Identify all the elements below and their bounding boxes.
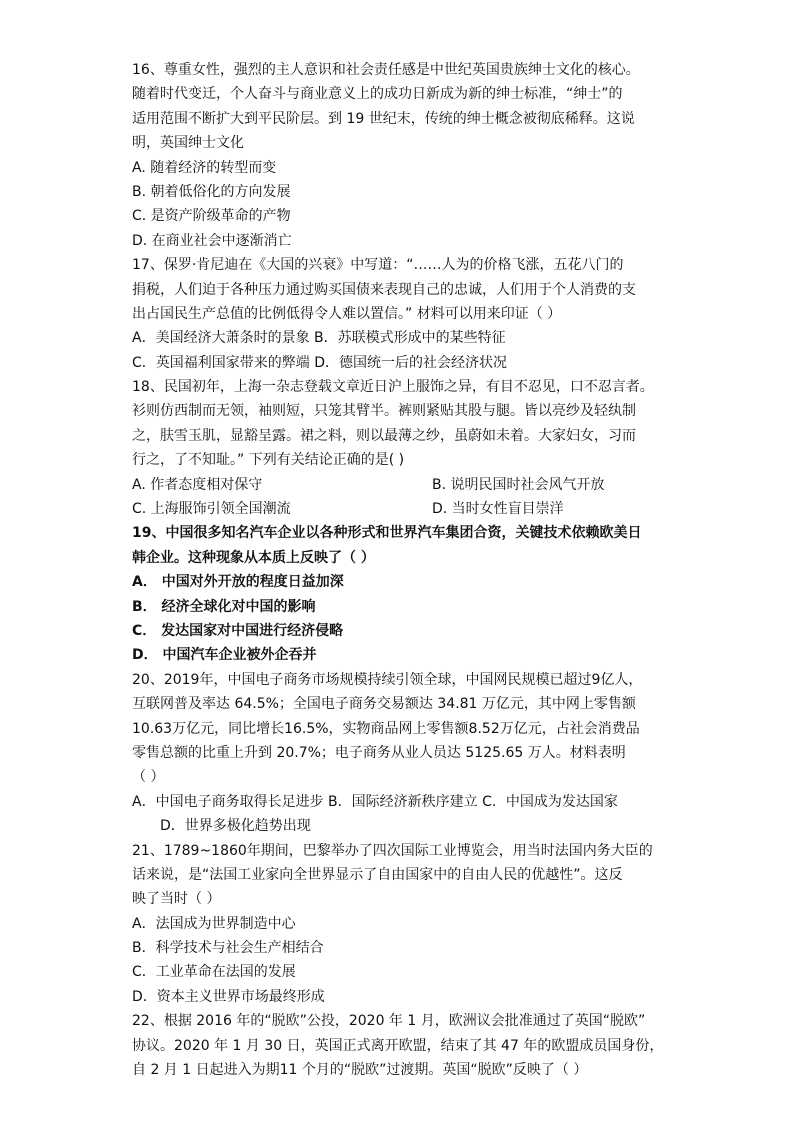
question-19-line-2: 韩企业。这种现象从本质上反映了（ ）: [132, 549, 375, 566]
question-16-option-b: B. 朝着低俗化的方向发展: [132, 183, 291, 200]
question-18: [132, 375, 668, 521]
question-18-option-b: B. 说明民国时社会风气开放: [432, 476, 605, 493]
question-18-line-4: 行之，了不知耻。” 下列有关结论正确的是( ): [132, 452, 405, 469]
question-16-line-3: 适用范围不断扩大到平民阶层。到 19 世纪末，传统的绅士概念被彻底稀释。这说: [132, 110, 635, 127]
question-18-options-row-2: [132, 497, 668, 521]
question-18-option-d: D. 当时女性盲目崇洋: [432, 501, 564, 518]
question-17-options-ab: A．美国经济大萧条时的景象 B．苏联模式形成中的某些特征: [132, 330, 506, 347]
question-20-line-4: 零售总额的比重上升到 20.7%；电子商务从业人员达 5125.65 万人。材料表明: [132, 744, 626, 761]
question-18-options-row-1: [132, 473, 668, 497]
question-21-line-3: 映了当时（ ）: [132, 891, 221, 908]
question-19-option-a: A． 中国对外开放的程度日益加深: [132, 574, 344, 591]
question-16-line-4: 明，英国绅士文化: [132, 135, 244, 152]
question-21-option-a: A．法国成为世界制造中心: [132, 915, 296, 932]
question-19-option-c: C． 发达国家对中国进行经济侵略: [132, 622, 344, 639]
question-16-option-c: C. 是资产阶级革命的产物: [132, 208, 291, 225]
question-16-line-1: 16、尊重女性，强烈的主人意识和社会责任感是中世纪英国贵族绅士文化的核心。: [132, 62, 640, 78]
question-20: [132, 668, 668, 839]
question-16-option-d: D. 在商业社会中逐渐消亡: [132, 232, 292, 249]
question-21-line-2: 话来说，是“法国工业家向全世界显示了自由国家中的自由人民的优越性”。这反: [132, 866, 623, 883]
question-21-option-c: C．工业革命在法国的发展: [132, 964, 296, 981]
question-17-line-1: 17、保罗·肯尼迪在《大国的兴衰》中写道：“……人为的价格飞涨，五花八门的: [132, 257, 624, 274]
question-20-options-abc: A．中国电子商务取得长足进步 B．国际经济新秩序建立 C．中国成为发达国家: [132, 793, 618, 810]
question-20-option-d: D．世界多极化趋势出现: [160, 818, 311, 835]
question-22-line-3: 自 2 月 1 日起进入为期11 个月的“脱欧”过渡期。英国“脱欧”反映了（ ）: [132, 1062, 588, 1079]
question-20-line-1: 20、2019年，中国电子商务市场规模持续引领全球，中国网民规模已超过9亿人，: [132, 671, 643, 688]
question-21-line-1: 21、1789~1860年期间，巴黎举办了四次国际工业博览会，用当时法国内务大臣的: [132, 842, 653, 859]
question-20-line-5: （ ）: [132, 769, 165, 786]
question-22-line-1: 22、根据 2016 年的“脱欧”公投，2020 年 1 月，欧洲议会批准通过了英国“脱欧”: [132, 1013, 646, 1030]
question-17-line-3: 出占国民生产总值的比例低得令人难以置信。” 材料可以用来印证（ ）: [132, 305, 562, 322]
question-22: [132, 1009, 668, 1082]
question-19: [132, 521, 668, 667]
question-21: [132, 839, 668, 1010]
question-21-option-d: D．资本主义世界市场最终形成: [132, 988, 325, 1005]
exam-page: [132, 58, 668, 1082]
question-17: [132, 253, 668, 375]
question-19-option-b: B． 经济全球化对中国的影响: [132, 598, 316, 615]
question-16-line-2: 随着时代变迁，个人奋斗与商业意义上的成功日新成为新的绅士标准，“绅士”的: [132, 86, 623, 103]
question-18-option-a: A. 作者态度相对保守: [132, 476, 263, 493]
question-20-line-3: 10.63万亿元，同比增长16.5%，实物商品网上零售额8.52万亿元，占社会消费品: [132, 720, 640, 737]
question-21-option-b: B．科学技术与社会生产相结合: [132, 940, 324, 957]
question-19-option-d: D． 中国汽车企业被外企吞并: [132, 647, 317, 664]
question-22-line-2: 协议。2020 年 1 月 30 日，英国正式离开欧盟，结束了其 47 年的欧盟成员国身份，: [132, 1037, 664, 1054]
question-17-options-cd: C．英国福利国家带来的弊端 D．德国统一后的社会经济状况: [132, 354, 508, 371]
question-18-line-3: 之，肤雪玉肌，显豁呈露。裙之料，则以最薄之纱，虽蔚如未着。大家妇女，习而: [132, 427, 636, 444]
question-17-line-2: 捐税，人们迫于各种压力通过购买国债来表现自己的忠诚，人们用于个人消费的支: [132, 281, 636, 298]
question-20-line-2: 互联网普及率达 64.5%；全国电子商务交易额达 34.81 万亿元，其中网上零售额: [132, 696, 636, 713]
question-18-option-c: C. 上海服饰引领全国潮流: [132, 501, 291, 518]
question-18-line-2: 衫则仿西制而无领，袖则短，只笼其臂半。裤则紧贴其股与腿。皆以亮纱及轻纨制: [132, 403, 636, 420]
question-19-line-1: 19、中国很多知名汽车企业以各种形式和世界汽车集团合资，关键技术依赖欧美日: [132, 525, 642, 542]
question-16: [132, 58, 668, 253]
question-16-option-a: A. 随着经济的转型而变: [132, 159, 277, 176]
question-18-line-1: 18、民国初年，上海一杂志登载文章近日沪上服饰之异，有目不忍见，口不忍言者。: [132, 379, 654, 396]
